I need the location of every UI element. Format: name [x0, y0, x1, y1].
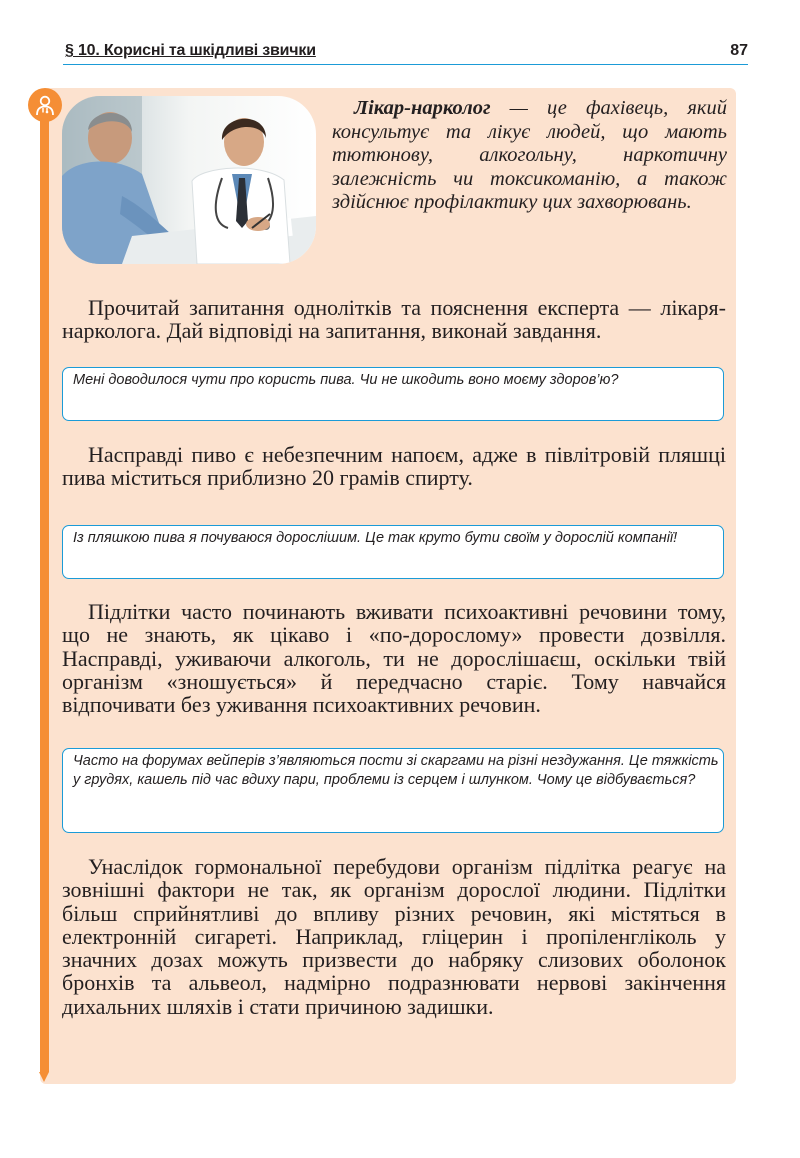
question-box-3: Часто на форумах вейперів з’являються пости зі скаргами на різні нездужання. Це тяжкість у грудях, кашель під час вдиху пари, проблеми із серцем і шлунком. Чому це відбувається?	[62, 748, 724, 833]
intro-definition	[332, 97, 727, 215]
arrow-down-icon	[39, 1072, 49, 1082]
question-box-2: Із пляшкою пива я почуваюся дорослішим. Це так круто бути своїм у дорослій компанії!	[62, 525, 724, 579]
question-box-1: Мені доводилося чути про користь пива. Чи не шкодить воно моєму здоров’ю?	[62, 367, 724, 421]
answer-paragraph-2: Підлітки часто починають вживати психоактивні речовини тому, що не знають, як цікаво і «по-дорослому» провести дозвілля. Насправді, уживаючи алкоголь, ти не дорослішаєш, оскільки твій організм «зношується» й передчасно старіє. Тому навчайся відпочивати без уживання психоактивних речовин.	[62, 599, 726, 718]
answer-paragraph-1: Насправді пиво є небезпечним напоєм, адже в півлітровій пляшці пива міститься приблизно 20 грамів спирту.	[62, 442, 726, 491]
side-accent-bar	[40, 110, 49, 1072]
section-title: § 10. Корисні та шкідливі звички	[65, 42, 316, 59]
instruction-paragraph: Прочитай запитання однолітків та пояснення експерта — лікаря-нарколога. Дай відповіді на запитання, виконай завдання.	[62, 295, 726, 344]
answer-paragraph-3: Унаслідок гормональної перебудови організм підлітка реагує на зовнішні фактори не так, як організм дорослої людини. Підлітки більш сприйнятливі до впливу різних речовин, які містяться в електронній сигареті. Наприклад, гліцерин і пропіленгліколь у значних дозах можуть призвести до набряку слизових оболонок бронхів та альвеол, надмірно подразнювати нервові закінчення дихальних шляхів і стати причиною задишки.	[62, 854, 726, 1019]
term-definition: — це фахівець, який консультує та лікує людей, що мають тютюнову, алкогольну, наркотичну залежність чи токсикоманію, а також здійснює профілактику цих захворювань.	[332, 97, 727, 214]
page-number: 87	[730, 42, 748, 59]
doctor-consultation-photo	[62, 96, 316, 264]
doctor-icon	[28, 88, 62, 122]
page-header	[63, 40, 748, 65]
term-highlight: Лікар-нарколог	[354, 97, 491, 119]
